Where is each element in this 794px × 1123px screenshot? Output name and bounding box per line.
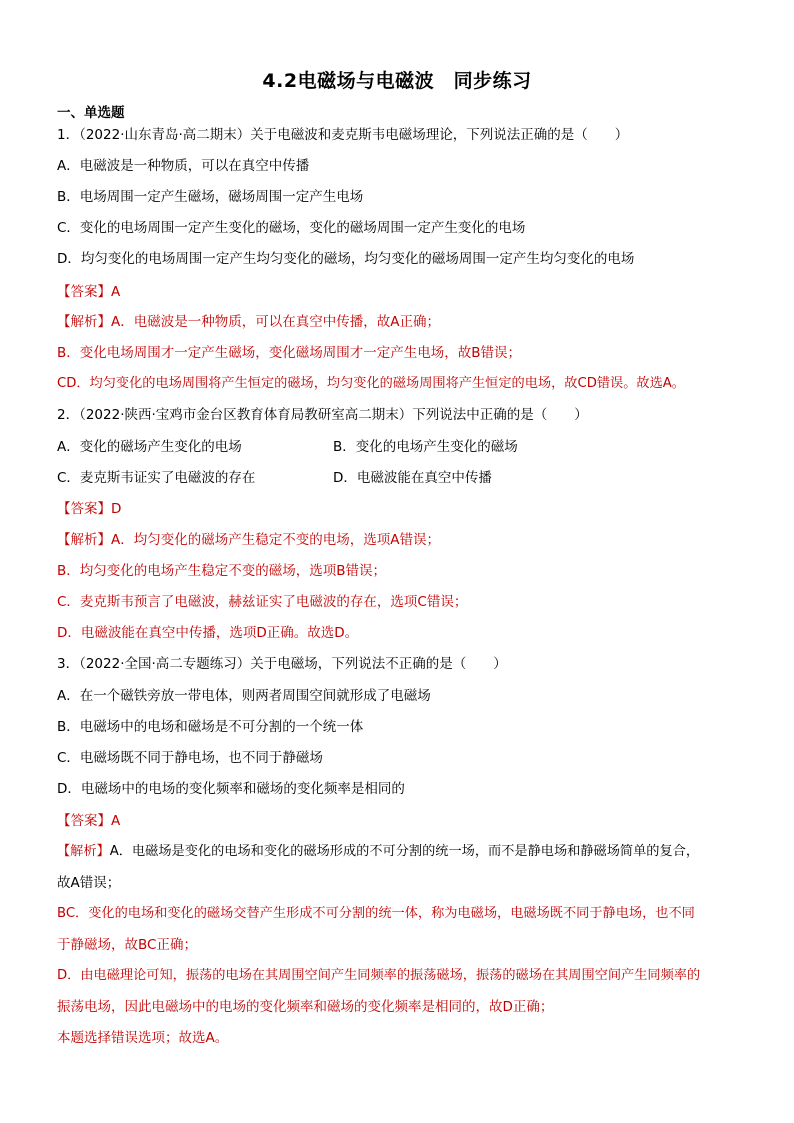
q3-option-c: C．电磁场既不同于静电场，也不同于静磁场: [57, 750, 323, 766]
q2-option-d: D．电磁波能在真空中传播: [333, 470, 492, 486]
q2-explain-line: D．电磁波能在真空中传播，选项D正确。故选D。: [57, 625, 359, 641]
q2-explain-line: [57, 530, 440, 550]
q3-answer: [57, 811, 120, 831]
q2-option-b: B．变化的电场产生变化的磁场: [333, 439, 518, 455]
q1-explain-line: [57, 312, 440, 332]
explain-label: 【解析】: [57, 532, 111, 548]
q3-stem: 3．（2022·全国·高二专题练习）关于电磁场，下列说法不正确的是（ ）: [57, 656, 507, 672]
answer-value: D: [111, 501, 122, 517]
q3-explain-line: D．由电磁理论可知，振荡的电场在其周围空间产生同频率的振荡磁场，振荡的磁场在其周围空间产生同频率的: [57, 968, 701, 983]
q3-option-d: D．电磁场中的电场的变化频率和磁场的变化频率是相同的: [57, 781, 405, 797]
q2-stem: 2．（2022·陕西·宝鸡市金台区教育体育局教研室高二期末）下列说法中正确的是（ ）: [57, 407, 588, 423]
q1-answer: [57, 282, 120, 302]
page-title: 4.2电磁场与电磁波 同步练习: [262, 70, 532, 92]
section-heading: 一、单选题: [57, 105, 125, 121]
answer-label: 【答案】: [57, 813, 111, 829]
q3-explain-line: [57, 842, 699, 862]
explain-label: 【解析】: [57, 844, 110, 859]
q1-option-b: B．电场周围一定产生磁场，磁场周围一定产生电场: [57, 189, 364, 205]
q3-option-a: A．在一个磁铁旁放一带电体，则两者周围空间就形成了电磁场: [57, 688, 431, 704]
q1-stem: 1．（2022·山东青岛·高二期末）关于电磁波和麦克斯韦电磁场理论，下列说法正确的是（ ）: [57, 127, 629, 143]
q2-answer: [57, 499, 121, 519]
q2-explain-line: C．麦克斯韦预言了电磁波，赫兹证实了电磁波的存在，选项C错误；: [57, 594, 468, 610]
answer-label: 【答案】: [57, 501, 111, 517]
q1-option-a: A．电磁波是一种物质，可以在真空中传播: [57, 158, 310, 174]
q3-explain-line: 本题选择错误选项；故选A。: [57, 1030, 229, 1046]
q1-explain-line: B．变化电场周围才一定产生磁场，变化磁场周围才一定产生电场，故B错误；: [57, 345, 522, 361]
q1-explain-line: CD．均匀变化的电场周围将产生恒定的磁场，均匀变化的磁场周围将产生恒定的电场，故CD错误。故选A。: [57, 376, 685, 391]
q2-option-a: A．变化的磁场产生变化的电场: [57, 439, 242, 455]
q1-option-d: D．均匀变化的电场周围一定产生均匀变化的磁场，均匀变化的磁场周围一定产生均匀变化的电场: [57, 251, 635, 267]
explain-text: A．均匀变化的磁场产生稳定不变的电场，选项A错误；: [111, 532, 440, 548]
q2-explain-line: B．均匀变化的电场产生稳定不变的磁场，选项B错误；: [57, 563, 387, 579]
q3-explain-line: BC．变化的电场和变化的磁场交替产生形成不可分割的统一体，称为电磁场，电磁场既不同于静电场，也不同: [57, 906, 695, 921]
q3-explain-line: 故A错误；: [57, 875, 121, 891]
q3-explain-line: 于静磁场，故BC正确；: [57, 937, 197, 953]
explain-text: A．电磁场是变化的电场和变化的磁场形成的不可分割的统一场，而不是静电场和静磁场简单的复合，: [109, 844, 700, 859]
explain-text: A．电磁波是一种物质，可以在真空中传播，故A正确；: [111, 314, 440, 330]
q2-option-c: C．麦克斯韦证实了电磁波的存在: [57, 470, 256, 486]
q3-option-b: B．电磁场中的电场和磁场是不可分割的一个统一体: [57, 719, 364, 735]
answer-label: 【答案】: [57, 284, 111, 300]
q1-option-c: C．变化的电场周围一定产生变化的磁场，变化的磁场周围一定产生变化的电场: [57, 220, 526, 236]
answer-value: A: [111, 813, 121, 829]
explain-label: 【解析】: [57, 314, 111, 330]
answer-value: A: [111, 284, 121, 300]
q3-explain-line: 振荡电场，因此电磁场中的电场的变化频率和磁场的变化频率是相同的，故D正确；: [57, 999, 554, 1015]
